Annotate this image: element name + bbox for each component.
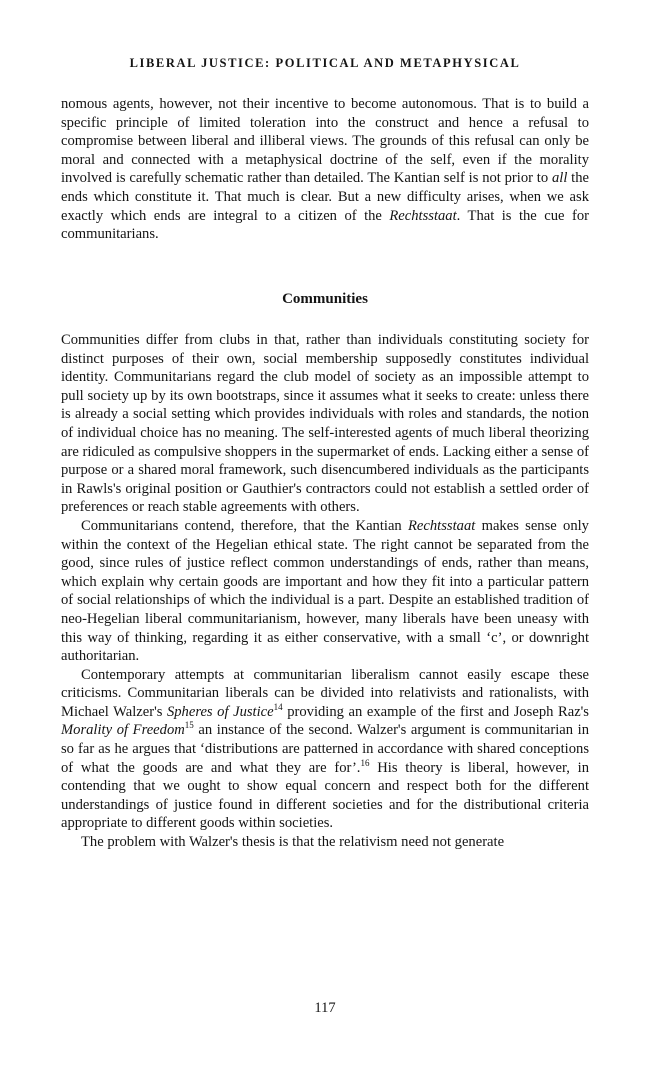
paragraph-1: Communities differ from clubs in that, rather than individuals constituting society for distinct purposes of their own, social membership supposedly constitutes individual identity. Communitarians regard the club model of society as an impossible attempt to pull society up by its own bootstraps, since it assumes what it seeks to create: unless there is already a social setting which provides individuals with roles and standards, the notion of individual choice has no meaning. The self-interested agents of much liberal theorizing are ridiculed as compulsive shoppers in the supermarket of ends. Lacking either a sense of purpose or a shared moral framework, such disencumbered individuals as the participants in Rawls's original position or Gauthier's contractors could not establish a settled order of preferences or reach stable agreements with others. xyxy=(61,332,589,516)
paragraph-4: The problem with Walzer's thesis is that the relativism need not generate xyxy=(81,834,505,851)
term-rechtsstaat: Rechtsstaat xyxy=(389,207,457,224)
opening-s1: nomous agents, however, not their incentive to become autonomous. That is to build a specific principle of limited toleration into the construct and hence a refusal to compromise between liberal and illiberal views. The grounds of this refusal can only be moral and connected with a metaphysical doctrine of the self, even if the morality involved is carefully schematic rather than detailed. The Kantian self is not prior to xyxy=(61,96,589,187)
opening-s3: . That is the cue for communitarians. xyxy=(61,207,589,243)
para3-s4: His theory is liberal, however, in contending that we ought to show equal concern and respect both for the different understandings of justice found in different societies and for the distributional criteria appropriate to different goods within societies. xyxy=(61,759,589,832)
title-morality-of-freedom: Morality of Freedom xyxy=(61,722,185,739)
title-spheres-of-justice: Spheres of Justice xyxy=(166,703,274,720)
para2-s2: makes sense only within the context of the Hegelian ethical state. The right cannot be separated from the good, since rules of justice reflect common understandings of ends, rather than means, which explain why certain goods are important and how they fit into a particular pattern of social relationships of which the individual is a part. Despite an established tradition of neo-Hegelian liberal communitarianism, however, many liberals have been uneasy with this way of thinking, regarding it as either conservative, with a small ‘c’, or downright authoritarian. xyxy=(61,517,589,665)
para3-s2: providing an example of the first and Joseph Raz's xyxy=(282,703,589,720)
opening-s2: the ends which constitute it. That much is clear. But a new difficulty arises, when we ask exactly which ends are integral to a citizen of the xyxy=(61,170,590,224)
opening-paragraph xyxy=(61,95,589,244)
emphasis-all: all xyxy=(551,170,568,187)
para3-s1: Contemporary attempts at communitarian liberalism cannot easily escape these criticisms. Communitarian liberals can be divided into relativists and rationalists, with Michael Walzer's xyxy=(61,666,589,720)
para2-s1: Communitarians contend, therefore, that the Kantian xyxy=(81,517,409,534)
paragraph-2 xyxy=(61,517,589,666)
section-heading: Communities xyxy=(282,291,368,307)
footnote-ref-15: 15 xyxy=(184,720,194,731)
para3-s3: an instance of the second. Walzer's argument is communitarian in so far as he argues that ‘distributions are patterned in accordance with shared conceptions of what the goods are and what they are for’. xyxy=(61,722,589,776)
footnote-ref-14: 14 xyxy=(273,702,283,713)
running-head: LIBERAL JUSTICE: POLITICAL AND METAPHYSICAL xyxy=(129,56,521,70)
page-number: 117 xyxy=(314,1000,336,1016)
opening-text xyxy=(61,95,589,244)
paragraph-3 xyxy=(61,666,589,833)
footnote-ref-16: 16 xyxy=(360,757,370,768)
term-rechtsstaat-2: Rechtsstaat xyxy=(408,517,476,534)
communities-section xyxy=(61,331,589,852)
